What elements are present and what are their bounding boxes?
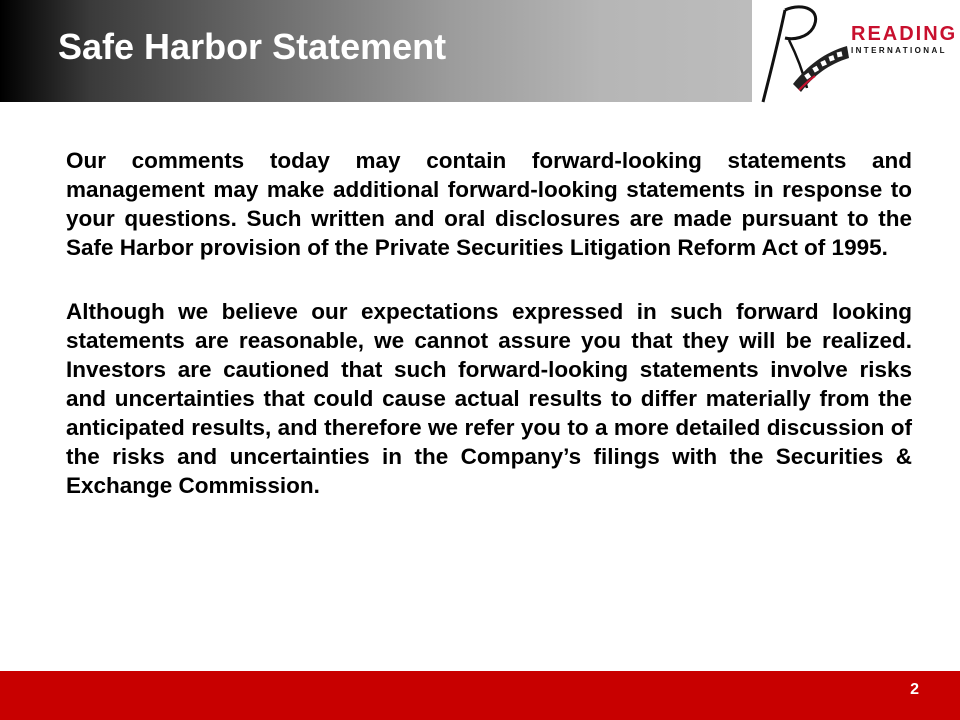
statement-paragraph-1: Our comments today may contain forward-looking statements and management may make additional forward-looking statements in response to your questions. Such written and oral disclosures are made pursuant to the Safe Harbor provision of the Private Securities Litigation Reform Act of 1995. [66,148,912,260]
logo-subtitle: INTERNATIONAL [851,46,947,55]
logo-wordmark: READING [851,23,958,45]
film-reel-r-logo-icon [755,0,855,104]
statement-paragraph-2: Although we believe our expectations expressed in such forward looking statements are reasonable, we cannot assure you that they will be realized. Investors are cautioned that such forward-looking statements involve risks and uncertainties that could cause actual results to differ materially from the anticipated results, and therefore we refer you to a more detailed discussion of the risks and uncertainties in the Company’s filings with the Securities & Exchange Commission. [66,299,912,498]
company-logo [755,0,960,104]
footer-bar [0,671,960,720]
slide-title: Safe Harbor Statement [58,26,447,67]
title-banner [0,0,752,102]
page-number: 2 [910,681,919,698]
statement-body [66,146,912,535]
